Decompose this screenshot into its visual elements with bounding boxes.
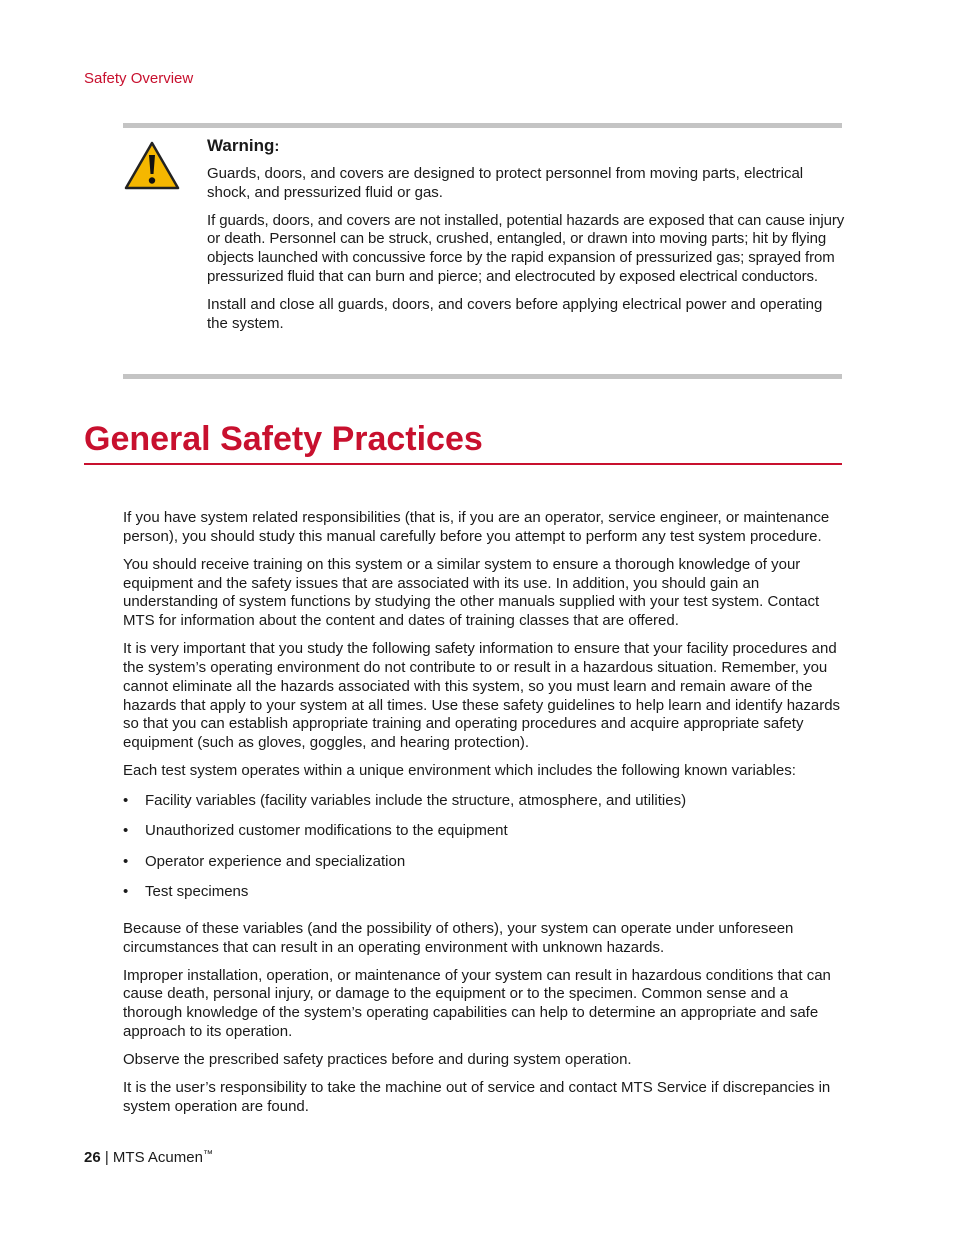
list-item: • Facility variables (facility variables include the structure, atmosphere, and utilities) [123, 792, 845, 811]
body-paragraph: Improper installation, operation, or maintenance of your system can result in hazardous conditions that can cause death, personal injury, or damage to the equipment or to the specimen. Common sense and a thorough knowledge of the system’s operating capabilities can help to determine an appropriate and safe approach to its operation. [123, 966, 831, 1041]
body-paragraph: Observe the prescribed safety practices before and during system operation. [123, 1051, 632, 1069]
product-name: MTS Acumen [112, 1149, 203, 1166]
warning-title: Warning: [207, 136, 280, 155]
list-item: • Operator experience and specialization [123, 853, 845, 872]
body-paragraph: Each test system operates within a unique environment which includes the following known variables: [123, 762, 796, 780]
warning-callout [123, 123, 845, 379]
warning-paragraph: If guards, doors, and covers are not installed, potential hazards are exposed that can cause injury or death. Personnel can be struck, crushed, entangled, or drawn into moving parts; hit by flying objects launched with concussive force by the rapid expansion of pressurized gas; sprayed from pressurized fluid that can burn and pierce; and electrocuted by exposed electrical conductors. [207, 211, 845, 285]
body-paragraph: Because of these variables (and the possibility of others), your system can operate under unforeseen circumstances that can result in an operating environment with unknown hazards. [123, 919, 794, 956]
section-body [123, 509, 845, 1126]
variables-list [123, 792, 845, 902]
list-item: • Test specimens [123, 883, 845, 902]
body-paragraph: It is the user’s responsibility to take the machine out of service and contact MTS Service if discrepancies in system operation are found. [123, 1079, 831, 1115]
body-paragraph: It is very important that you study the following safety information to ensure that your facility procedures and the system’s operating environment do not contribute to or result in a hazardous situation. Remember, you cannot eliminate all the hazards associated with this system, so you must learn and remain aware of the hazards that apply to your system at all times. Use these safety guidelines to help learn and identify hazards so that you can establish appropriate training and operating procedures and acquire appropriate safety equipment (such as gloves, goggles, and hearing protection). [123, 640, 841, 752]
footer-separator: | [100, 1149, 113, 1166]
warning-paragraph: Install and close all guards, doors, and covers before applying electrical power and operating the system. [207, 295, 823, 332]
body-paragraph: You should receive training on this system or a similar system to ensure a thorough knowledge of your equipment and the safety issues that are associated with its use. In addition, you should gain an understanding of system functions by studying the other manuals supplied with your test system. Contact MTS for information about the content and dates of training classes that are offered. [123, 555, 820, 630]
page-footer [84, 1149, 213, 1166]
list-item: • Unauthorized customer modifications to the equipment [123, 822, 845, 841]
warning-paragraph: Guards, doors, and covers are designed to protect personnel from moving parts, electrical shock, and pressurized fluid or gas. [207, 165, 804, 201]
trademark-symbol: ™ [202, 1149, 213, 1160]
warning-triangle-icon [123, 140, 181, 192]
body-paragraph: If you have system related responsibilities (that is, if you are an operator, service engineer, or maintenance person), you should study this manual carefully before you attempt to perform any test system procedure. [123, 509, 830, 545]
running-header: Safety Overview [84, 70, 194, 87]
page-number: 26 [84, 1149, 101, 1166]
warning-content [207, 136, 847, 342]
section-title: General Safety Practices [84, 418, 842, 465]
